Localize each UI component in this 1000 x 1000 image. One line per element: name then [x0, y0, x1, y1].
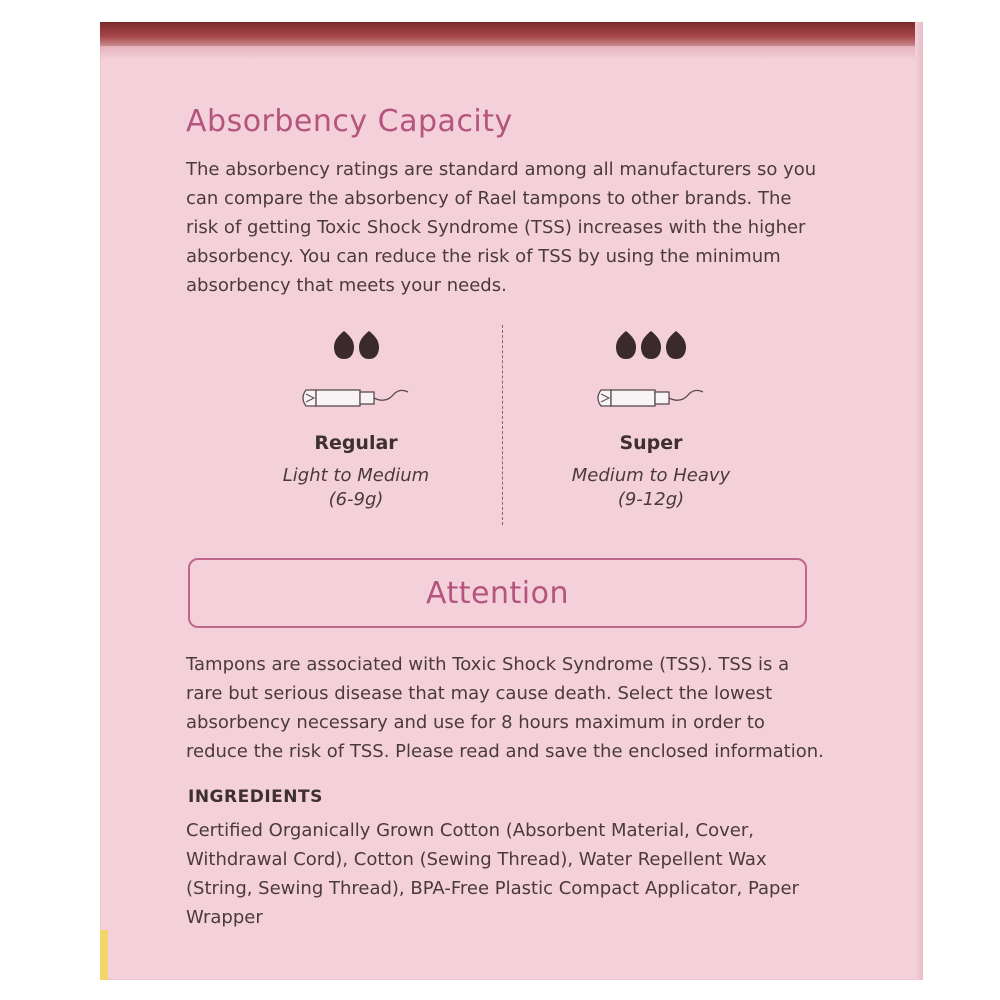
drop-icon [358, 330, 380, 360]
drop-icon [665, 330, 687, 360]
option-super [531, 330, 771, 512]
package-corner-edge [100, 930, 108, 980]
option-flow: Medium to Heavy [571, 465, 731, 486]
tampon-icon [300, 384, 412, 412]
option-name: Regular [314, 432, 398, 454]
drops-rating [531, 330, 771, 362]
attention-banner [188, 558, 807, 628]
package-top-shadow [100, 46, 923, 60]
absorbency-title: Absorbency Capacity [186, 104, 513, 139]
attention-text: Tampons are associated with Toxic Shock Syndrome (TSS). TSS is a rare but serious disease that may cause death. Select the lowest absorbency necessary and use for 8 hours maximum in order to reduce the risk of TSS. Please read and save the enclosed information. [186, 654, 824, 762]
package-right-edge [915, 22, 923, 980]
drops-rating [236, 330, 476, 362]
attention-label: Attention [426, 575, 569, 611]
option-range: (6-9g) [328, 489, 384, 510]
option-flow: Light to Medium [282, 465, 430, 486]
ingredients-text: Certified Organically Grown Cotton (Absorbent Material, Cover, Withdrawal Cord), Cotton (Sewing Thread), Water Repellent Wax (String, Sewing Thread), BPA-Free Plastic Compact Applicator, Paper Wrapper [186, 820, 799, 928]
drop-icon [615, 330, 637, 360]
column-divider [502, 325, 503, 525]
option-regular [236, 330, 476, 512]
ingredients-title: INGREDIENTS [188, 787, 323, 807]
drop-icon [333, 330, 355, 360]
option-range: (9-12g) [617, 489, 685, 510]
drop-icon [640, 330, 662, 360]
option-name: Super [619, 432, 683, 454]
absorbency-intro: The absorbency ratings are standard among all manufacturers so you can compare the absorbency of Rael tampons to other brands. The risk of getting Toxic Shock Syndrome (TSS) increases with the higher absorbency. You can reduce the risk of TSS by using the minimum absorbency that meets your needs. [186, 159, 817, 296]
package-top-flap [100, 22, 923, 46]
tampon-icon [595, 384, 707, 412]
